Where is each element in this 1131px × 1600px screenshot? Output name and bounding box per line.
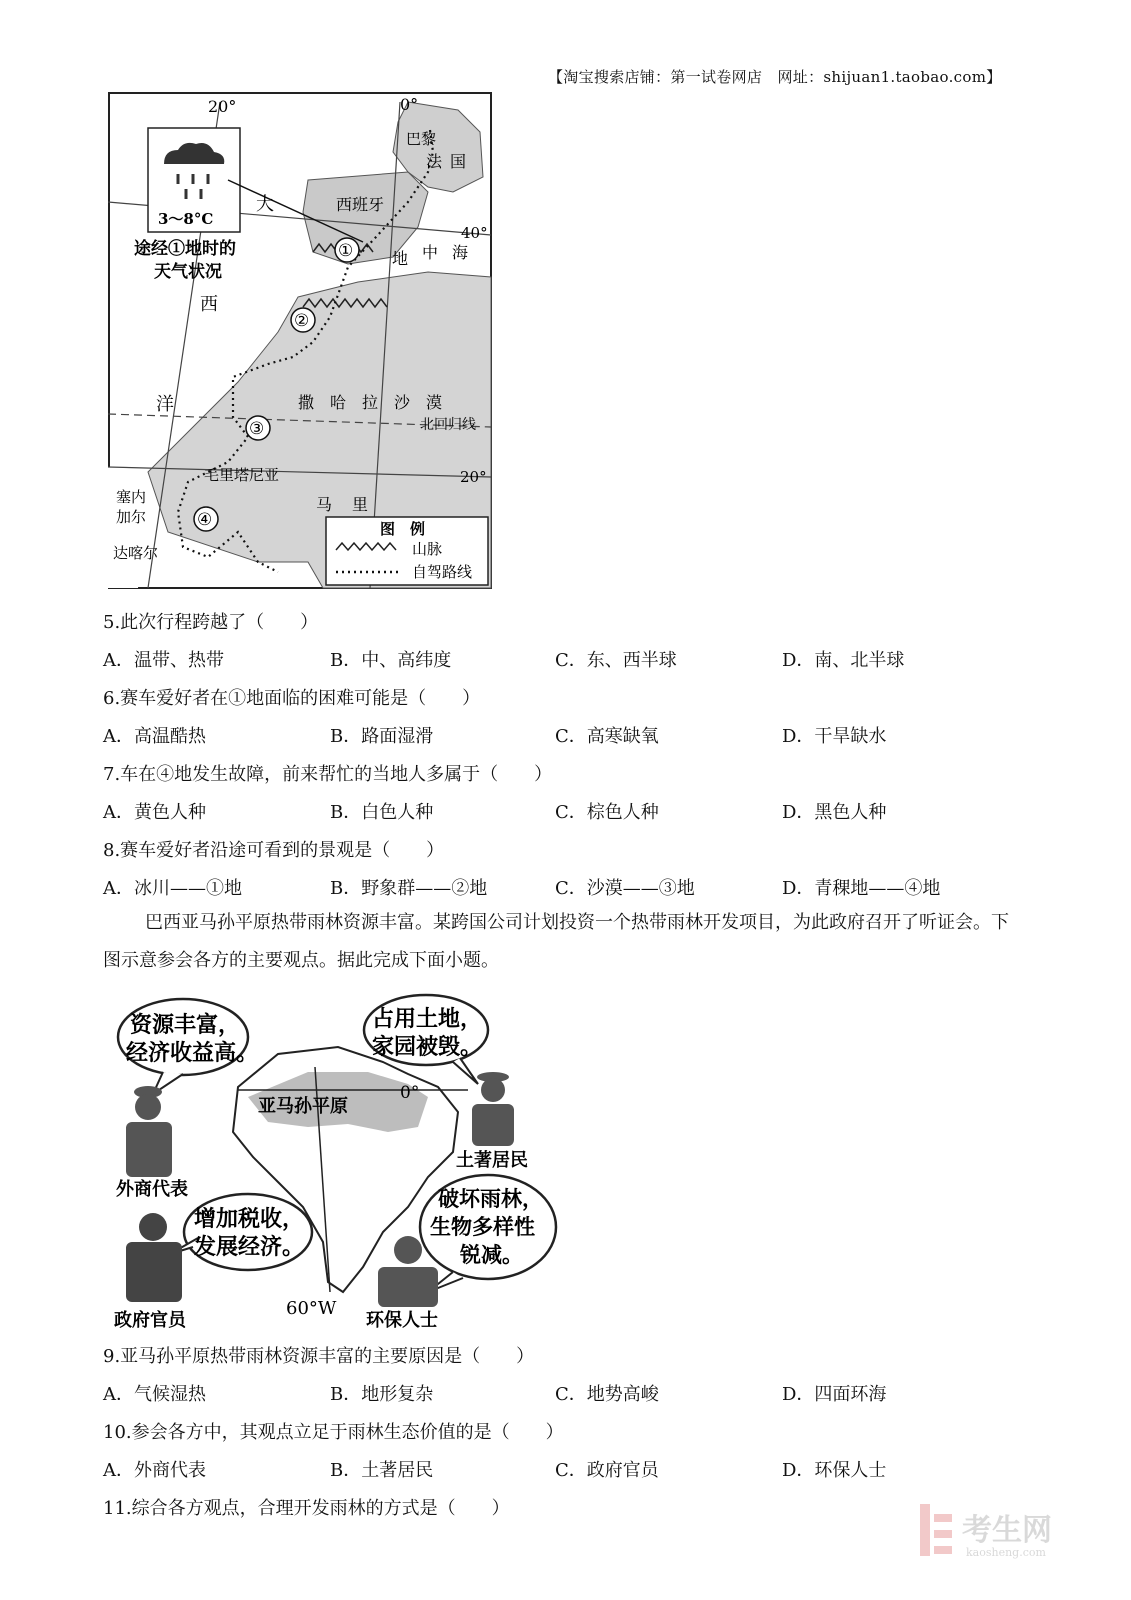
med-label-2: 中: [422, 243, 439, 262]
label-native: 土著居民: [456, 1150, 528, 1171]
q7-option-a: A．黄色人种: [103, 802, 206, 823]
legend-title: 图 例: [380, 520, 426, 538]
legend-mountain: 山脉: [412, 540, 443, 558]
q9-option-c: C．地势高峻: [555, 1384, 659, 1405]
bubble-gov-2: 发展经济。: [194, 1234, 305, 1260]
sahara-label: 撒 哈 拉 沙 漠: [298, 393, 443, 412]
legend-route: 自驾路线: [412, 563, 473, 581]
point-3-label: ③: [249, 419, 265, 439]
label-gov: 政府官员: [114, 1310, 186, 1331]
q7-stem: 7.车在④地发生故障，前来帮忙的当地人多属于（ ）: [103, 764, 553, 785]
q10-option-c: C．政府官员: [555, 1460, 659, 1481]
bubble-merchant-2: 经济收益高。: [126, 1040, 259, 1066]
q5-option-b: B．中、高纬度: [330, 650, 452, 671]
watermark-cn: 考生网: [962, 1513, 1052, 1548]
label-env: 环保人士: [366, 1310, 438, 1331]
point-2-label: ②: [294, 311, 310, 331]
q9-option-a: A．气候湿热: [103, 1384, 206, 1405]
q8-option-c: C．沙漠——③地: [555, 878, 695, 899]
point-1-label: ①: [338, 241, 354, 261]
q5-option-c: C．东、西半球: [555, 650, 677, 671]
rally-route-map: [108, 92, 493, 590]
mali-label-1: 马: [316, 495, 333, 514]
q7-option-c: C．棕色人种: [555, 802, 659, 823]
q10-stem: 10.参会各方中，其观点立足于雨林生态价值的是（ ）: [103, 1422, 564, 1443]
atlantic-label-1: 大: [256, 194, 274, 215]
bubble-env-2: 生物多样性: [430, 1214, 535, 1239]
mali-label-2: 里: [352, 495, 369, 514]
atlantic-label-3: 洋: [156, 394, 174, 415]
page-header: 【淘宝搜索店铺：第一试卷网店 网址：shijuan1.taobao.com】: [548, 68, 1002, 86]
med-label-1: 地: [392, 249, 409, 268]
bubble-native-1: 占用土地，: [372, 1006, 483, 1032]
q7-option-b: B．白色人种: [330, 802, 434, 823]
atlantic-label-2: 西: [200, 294, 218, 315]
bubble-env-1: 破坏雨林，: [438, 1186, 543, 1211]
france-label-2: 国: [450, 152, 467, 171]
amazon-label: 亚马孙平原: [258, 1096, 348, 1117]
amazon-hearing-cartoon: [108, 992, 568, 1332]
point-4-label: ④: [197, 510, 213, 530]
q8-option-d: D．青稞地——④地: [782, 878, 941, 899]
bubble-env-3: 锐减。: [460, 1242, 523, 1267]
weather-caption-1: 途经①地时的: [134, 239, 236, 259]
q6-option-c: C．高寒缺氧: [555, 726, 659, 747]
kaosheng-watermark: [920, 1500, 1090, 1560]
q8-option-a: A．冰川——①地: [103, 878, 242, 899]
kaosheng-logo-icon: [920, 1504, 952, 1556]
q7-option-d: D．黑色人种: [782, 802, 887, 823]
label-merchant: 外商代表: [116, 1179, 188, 1200]
dakar-label: 达喀尔: [113, 544, 159, 562]
q9-stem: 9.亚马孙平原热带雨林资源丰富的主要原因是（ ）: [103, 1346, 535, 1367]
tropic-label: 北回归线: [420, 417, 476, 433]
equator-label: 0°: [400, 1083, 420, 1103]
weather-caption-2: 天气状况: [154, 262, 222, 282]
merchant-figure: [126, 1086, 172, 1177]
lat20-label: 20°: [460, 468, 487, 486]
q5-option-a: A．温带、热带: [103, 650, 224, 671]
spain-label: 西班牙: [336, 195, 385, 214]
senegal-label-1: 塞内: [116, 488, 147, 506]
bubble-native-2: 家园被毁。: [372, 1034, 483, 1060]
paris-label: 巴黎: [406, 130, 437, 148]
q10-option-d: D．环保人士: [782, 1460, 887, 1481]
q5-option-d: D．南、北半球: [782, 650, 905, 671]
q11-stem: 11.综合各方观点，合理开发雨林的方式是（ ）: [103, 1498, 510, 1519]
mauritania-label: 毛里塔尼亚: [204, 466, 280, 484]
q6-option-b: B．路面湿滑: [330, 726, 434, 747]
france-label-1: 法: [426, 152, 443, 171]
lon20-label: 20°: [208, 97, 237, 116]
q5-stem: 5.此次行程跨越了（ ）: [103, 612, 319, 633]
passage: 巴西亚马孙平原热带雨林资源丰富。某跨国公司计划投资一个热带雨林开发项目，为此政府召开了听证会。下图示意参会各方的主要观点。据此完成下面小题。: [103, 912, 1009, 971]
lon40-label: 40°: [461, 224, 488, 242]
weather-temp: 3～8°C: [158, 210, 214, 228]
meridian-label: 60°W: [286, 1298, 337, 1319]
senegal-label-2: 加尔: [116, 508, 147, 526]
q6-stem: 6.赛车爱好者在①地面临的困难可能是（ ）: [103, 688, 481, 709]
q10-option-b: B．土著居民: [330, 1460, 434, 1481]
q6-option-a: A．高温酷热: [103, 726, 206, 747]
q10-option-a: A．外商代表: [103, 1460, 206, 1481]
med-label-3: 海: [452, 243, 469, 262]
q9-option-b: B．地形复杂: [330, 1384, 434, 1405]
official-figure: [126, 1213, 182, 1302]
lon0-label: 0°: [400, 95, 419, 114]
q8-option-b: B．野象群——②地: [330, 878, 488, 899]
bubble-merchant-1: 资源丰富，: [130, 1012, 241, 1038]
q9-option-d: D．四面环海: [782, 1384, 887, 1405]
watermark-en: kaosheng.com: [966, 1546, 1046, 1559]
q6-option-d: D．干旱缺水: [782, 726, 887, 747]
q8-stem: 8.赛车爱好者沿途可看到的景观是（ ）: [103, 840, 445, 861]
bubble-gov-1: 增加税收，: [194, 1206, 305, 1232]
